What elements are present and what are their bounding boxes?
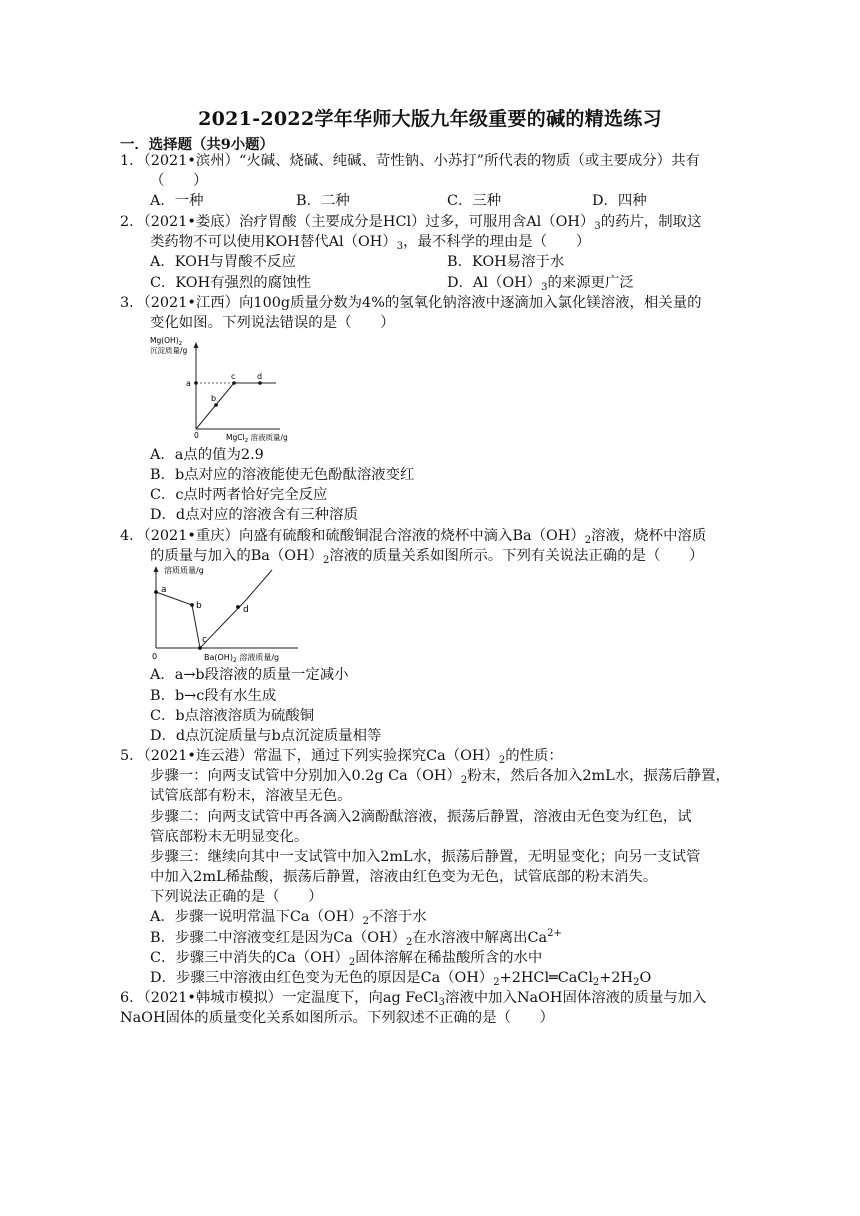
question-4-stem-cont: 的质量与加入的$Ba(OH)_2$溶液的质量关系如图所示。下列有关说法正确的是（ ） (150, 548, 704, 566)
question-6-stem-cont: NaOH固体的质量变化关系如图所示。下列叙述不正确的是（ ） (120, 1010, 555, 1026)
question-5-stem: 5．（2021•连云港）常温下，通过下列实验探究$Ca(OH)_2$的性质： (120, 748, 563, 766)
question-5-option-a[interactable]: A．步骤一说明常温下$Ca(OH)_2$不溶于水 (150, 909, 427, 927)
option-d[interactable]: D．$Al(OH)_3$的来源更广泛 (447, 275, 634, 293)
question-3-option-b[interactable]: B．b点对应的溶液能使无色酚酞溶液变红 (150, 467, 415, 483)
section-heading: 一．选择题（共9小题） (120, 136, 274, 153)
chart4-point-a (154, 590, 158, 594)
chart3-label-a: a (186, 379, 191, 388)
option-b[interactable]: B．KOH易溶于水 (447, 254, 565, 270)
chart4-label-c: c (202, 635, 207, 645)
question-3-option-c[interactable]: C．c点时两者恰好完全反应 (150, 487, 328, 503)
question-6-stem: 6．（2021•韩城市模拟）一定温度下，向ag FeCl$_3$溶液中加入NaOH固体溶液的质量与加入 (120, 990, 707, 1008)
question-4-stem: 4．（2021•重庆）向盛有硫酸和硫酸铜混合溶液的烧杯中滴入$Ba(OH)_2$溶液，烧杯中溶质 (120, 528, 707, 546)
chart4-curve (156, 570, 272, 648)
chart3-ylabel: $Mg(OH)_2$ (150, 336, 183, 347)
chart4-label-b: b (196, 601, 202, 611)
chart3-ylabel-unit: 沉淀质量/g (150, 346, 188, 355)
question-5-step1-cont: 试管底部有粉末，溶液呈无色。 (150, 788, 352, 804)
chart3-point-a (194, 381, 198, 385)
page-title: 2021-2022学年华师大版九年级重要的碱的精选练习 (198, 108, 662, 130)
option-d[interactable]: D．四种 (592, 193, 647, 209)
question-2-stem: 2．（2021•娄底）治疗胃酸（主要成分是HCl）过多，可服用含$Al(OH)_3$的药片，制取这 (120, 214, 702, 232)
question-4-option-a[interactable]: A．a→b段溶液的质量一定减小 (150, 667, 349, 683)
question-5-step2-cont: 管底部粉末无明显变化。 (150, 829, 309, 845)
question-2-stem-cont: 类药物不可以使用KOH替代$Al(OH)_3$，最不科学的理由是（ ） (150, 234, 591, 252)
option-a[interactable]: A．KOH与胃酸不反应 (150, 254, 296, 270)
chart4-ylabel: 溶质质量/g (164, 566, 204, 575)
question-1-stem: 1．（2021•滨州）“火碱、烧碱、纯碱、苛性钠、小苏打”所代表的物质（或主要成分）共有 (120, 153, 700, 169)
chart3-point-d (258, 381, 262, 385)
chart4-origin: 0 (152, 652, 158, 661)
question-4-option-c[interactable]: C．b点溶液溶质为硫酸铜 (150, 708, 315, 724)
option-c[interactable]: C．KOH有强烈的腐蚀性 (150, 275, 311, 291)
question-5-step2: 步骤二：向两支试管中再各滴入2滴酚酞溶液，振荡后静置，溶液由无色变为红色，试 (150, 809, 692, 825)
question-3-option-a[interactable]: A．a点的值为2.9 (150, 447, 264, 463)
question-5-step1: 步骤一：向两支试管中分别加入0.2g $Ca(OH)_2$粉末，然后各加入2mL水，振荡后静置， (150, 768, 730, 786)
chart3-label-b: b (211, 394, 217, 403)
chart4-point-d (236, 605, 240, 609)
question-3-stem: 3．（2021•江西）向100g质量分数为4%的氢氧化钠溶液中逐滴加入氯化镁溶液，相关量的 (120, 295, 702, 311)
chart4-point-c (198, 646, 202, 650)
chart4-label-a: a (161, 585, 167, 595)
question-3-option-d[interactable]: D．d点对应的溶液含有三种溶质 (150, 507, 358, 523)
question-4-option-b[interactable]: B．b→c段有水生成 (150, 688, 277, 704)
option-b[interactable]: B．二种 (296, 193, 350, 209)
option-c[interactable]: C．三种 (447, 193, 502, 209)
option-a[interactable]: A．一种 (150, 193, 204, 209)
chart3-origin: 0 (194, 431, 199, 440)
question-5-step3: 步骤三：继续向其中一支试管中加入2mL水，振荡后静置，无明显变化；向另一支试管 (150, 849, 701, 865)
chart3-label-d: d (257, 372, 263, 381)
question-4-chart (146, 562, 306, 664)
question-3-stem-cont: 变化如图。下列说法错误的是（ ） (150, 315, 395, 331)
question-5-option-c[interactable]: C．步骤三中消失的$Ca(OH)_2$固体溶解在稀盐酸所含的水中 (150, 950, 543, 968)
question-5-step3-cont: 中加入2mL稀盐酸，振荡后静置，溶液由红色变为无色，试管底部的粉末消失。 (150, 869, 658, 885)
question-5-ask: 下列说法正确的是（ ） (150, 889, 323, 905)
question-3-chart (148, 334, 288, 444)
chart4-label-d: d (243, 605, 249, 615)
chart4-y-arrow (154, 566, 159, 572)
question-5-option-d[interactable]: D．步骤三中溶液由红色变为无色的原因是$Ca(OH)_2+2HCl═CaCl_2+2H_2O$ (150, 970, 652, 988)
chart3-xlabel: MgCl$_2$ 溶液质量/g (226, 433, 288, 444)
chart4-point-b (190, 603, 194, 607)
chart3-label-c: c (231, 372, 236, 381)
question-5-option-b[interactable]: B．步骤二中溶液变红是因为$Ca(OH)_2$在水溶液中解离出$Ca^{2+}$ (150, 928, 562, 948)
question-4-option-d[interactable]: D．d点沉淀质量与b点沉淀质量相等 (150, 728, 382, 744)
chart3-point-c (232, 381, 236, 385)
chart4-xlabel: $Ba(OH)_2$ 溶液质量/g (204, 653, 280, 664)
chart3-y-arrow (194, 342, 199, 348)
question-1-answer-bracket: （ ） (150, 173, 208, 189)
chart3-point-b (214, 403, 218, 407)
